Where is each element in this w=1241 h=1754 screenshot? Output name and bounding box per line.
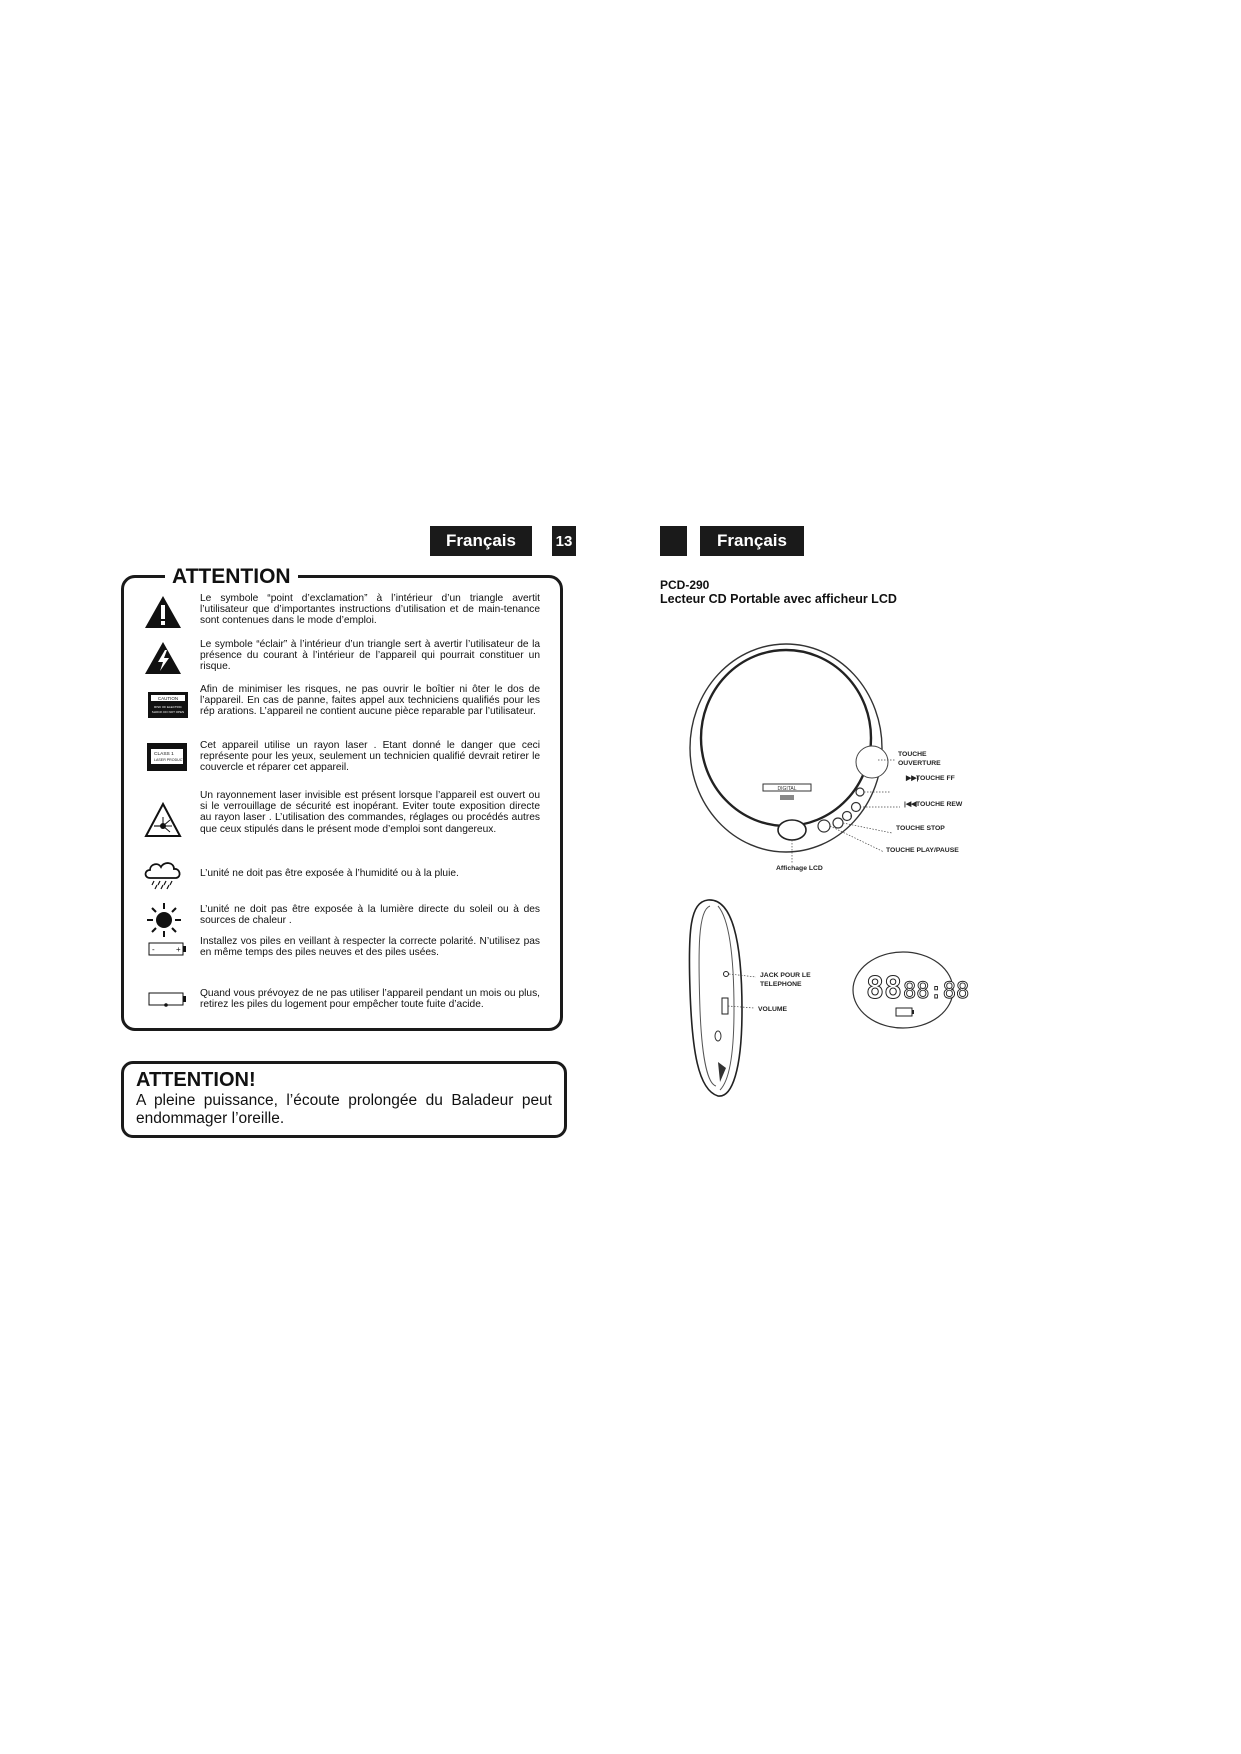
product-subtitle: Lecteur CD Portable avec afficheur LCD (660, 592, 897, 606)
svg-text:TOUCHE: TOUCHE (898, 751, 927, 758)
svg-text:TELEPHONE: TELEPHONE (760, 981, 802, 988)
model-number: PCD-290 (660, 578, 710, 592)
page-marker (660, 526, 687, 556)
play-pause-button (818, 820, 830, 832)
svg-text:TOUCHE REW: TOUCHE REW (916, 801, 963, 808)
svg-text:-: - (152, 945, 155, 954)
ff-button (852, 803, 861, 812)
page-number: 13 (552, 526, 576, 556)
svg-text:OUVERTURE: OUVERTURE (898, 760, 941, 767)
warning-text: Un rayonnement laser invisible est présent lorsque l’appareil est ouvert ou si le verrouillage de sécurité est inopérant. Eviter toute exposition directe au rayon laser . L’utilisation des commandes, réglages ou procédés autres que ceux stipulés dans le présent mode d’emploi sont dangereux. (200, 790, 540, 835)
battery-remove-icon (148, 992, 188, 1008)
svg-text:VOLUME: VOLUME (758, 1006, 788, 1013)
hearing-warning-panel (121, 1061, 567, 1138)
svg-text:TOUCHE STOP: TOUCHE STOP (896, 825, 945, 832)
lcd-display-detail (853, 952, 969, 1028)
svg-text:Affichage LCD: Affichage LCD (776, 865, 823, 872)
player-side-view (689, 900, 811, 1096)
svg-text:88: 88 (866, 971, 903, 1006)
battery-polarity-icon (148, 942, 188, 956)
warning-text: Le symbole “éclair” à l’intérieur d’un triangle sert à avertir l’utilisateur de la présence du courant à l’intérieur de l’appareil qui pourrait constituer un risque. (200, 639, 540, 673)
svg-text:RISK OF ELECTRIC: RISK OF ELECTRIC (154, 705, 182, 709)
warning-text: L’unité ne doit pas être exposée à l’humidité ou à la pluie. (200, 868, 459, 879)
caution-label-icon (148, 692, 186, 730)
svg-text:▶▶|: ▶▶| (906, 775, 919, 782)
player-top-view (690, 644, 963, 872)
svg-text:88:88: 88:88 (903, 979, 970, 1004)
hearing-warning-title: ATTENTION! (136, 1069, 256, 1091)
language-tab-left: Français (430, 526, 532, 556)
svg-text:+: + (176, 945, 181, 954)
class1-laser-label-icon (146, 742, 184, 780)
warning-text: Installez vos piles en veillant à respecter la correcte polarité. N’utilisez pas en même temps des piles neuves et des piles usées. (200, 936, 540, 959)
svg-text:TOUCHE PLAY/PAUSE: TOUCHE PLAY/PAUSE (886, 847, 959, 854)
svg-text:LASER PRODUCT: LASER PRODUCT (154, 758, 185, 762)
product-diagram (660, 630, 1000, 1130)
svg-text:SHOCK DO NOT OPEN: SHOCK DO NOT OPEN (151, 710, 185, 714)
svg-text:|◀◀: |◀◀ (904, 801, 917, 808)
svg-text:TOUCHE FF: TOUCHE FF (916, 775, 955, 782)
warning-text: Quand vous prévoyez de ne pas utiliser l’appareil pendant un mois ou plus, retirez les piles du logement pour empêcher toute fuite d’acide. (200, 988, 540, 1011)
sun-icon (146, 902, 184, 940)
svg-text:CAUTION: CAUTION (157, 696, 179, 701)
laser-warning-triangle-icon (144, 802, 182, 840)
hearing-warning-text: A pleine puissance, l’écoute prolongée du Baladeur peut endommager l’oreille. (136, 1092, 552, 1127)
attention-title: ATTENTION (165, 565, 298, 589)
rain-cloud-icon (142, 860, 186, 898)
warning-text: Cet appareil utilise un rayon laser . Etant donné le danger que ceci représente pour les yeux, seulement un technicien qualifié devrait retirer le couvercle et réparer cet appareil. (200, 740, 540, 774)
stop-button (833, 818, 843, 828)
open-button (856, 788, 864, 796)
warning-text: L’unité ne doit pas être exposée à la lumière directe du soleil ou à des sources de chaleur . (200, 904, 540, 927)
exclamation-triangle-icon (144, 595, 182, 633)
attention-panel (121, 575, 563, 1031)
svg-text:JACK POUR LE: JACK POUR LE (760, 972, 811, 979)
language-tab-right: Français (700, 526, 804, 556)
svg-text:DIGITAL: DIGITAL (777, 786, 797, 792)
warning-text: Le symbole “point d’exclamation” à l’intérieur d’un triangle avertit l’utilisateur que d’importantes instructions d’utilisation et de main-tenance sont contenues dans le mode d’emploi. (200, 593, 540, 627)
lightning-triangle-icon (144, 641, 182, 679)
warning-text: Afin de minimiser les risques, ne pas ouvrir le boîtier ni ôter le dos de l’appareil. En cas de panne, faites appel aux techniciens qualifiés pour les rép arations. L’appareil ne contient aucune pièce reparable par l’utilisateur. (200, 684, 540, 718)
svg-text:CLASS 1: CLASS 1 (154, 752, 174, 757)
